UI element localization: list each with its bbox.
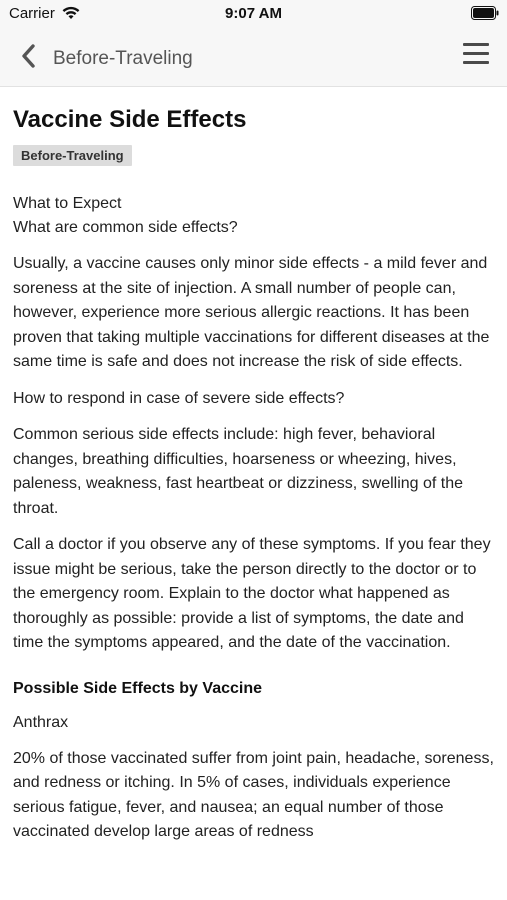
intro-block bbox=[13, 192, 497, 240]
category-badge[interactable]: Before-Traveling bbox=[13, 145, 132, 166]
paragraph: How to respond in case of severe side effects? bbox=[13, 389, 345, 407]
intro-line: What to Expect bbox=[13, 195, 122, 212]
battery-icon bbox=[471, 6, 499, 20]
article-content bbox=[13, 86, 497, 845]
paragraph: Call a doctor if you observe any of these symptoms. If you fear they issue might be serious, take the person directly to the doctor or to the emergency room. Explain to the doctor what happened as thoroughly as possible: provide a list of symptoms, the date and time the symptoms appeared, and the date of the vaccination. bbox=[13, 536, 491, 651]
hamburger-menu-icon[interactable] bbox=[463, 43, 489, 69]
carrier-label: Carrier bbox=[9, 5, 55, 22]
clock-time: 9:07 AM bbox=[225, 5, 282, 22]
navigation-bar bbox=[0, 28, 507, 87]
paragraph: Usually, a vaccine causes only minor side effects - a mild fever and soreness at the site of injection. A small number of people can, however, experience more serious allergic reactions. It has been proven that taking multiple vaccinations for different diseases at the same time is safe and does not increase the risk of side effects. bbox=[13, 255, 490, 370]
section-heading: Possible Side Effects by Vaccine bbox=[13, 679, 262, 697]
vaccine-description: 20% of those vaccinated suffer from joint pain, headache, soreness, and redness or itching. In 5% of cases, individuals experience serious fatigue, fever, and nausea; an equal number of those vaccinated develop large areas of redness bbox=[13, 749, 494, 840]
nav-title: Before-Traveling bbox=[53, 48, 193, 69]
vaccine-name: Anthrax bbox=[13, 713, 69, 731]
paragraph: Common serious side effects include: high fever, behavioral changes, breathing difficulties, hoarseness or wheezing, hives, paleness, weakness, fast heartbeat or dizziness, swelling of the throat. bbox=[13, 426, 464, 517]
status-bar bbox=[0, 0, 507, 28]
back-chevron-icon[interactable] bbox=[18, 43, 40, 69]
intro-line: What are common side effects? bbox=[13, 219, 238, 236]
page-title: Vaccine Side Effects bbox=[13, 106, 247, 133]
